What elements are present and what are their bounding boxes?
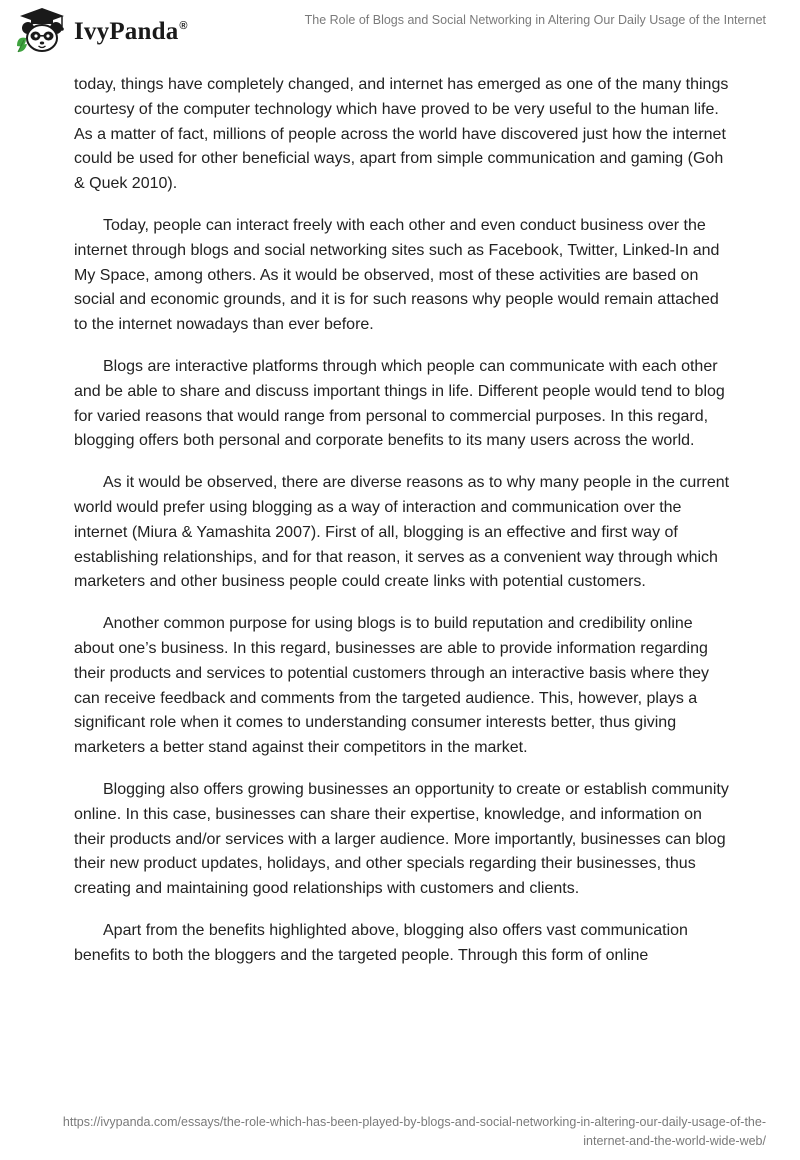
paragraph-1: today, things have completely changed, and internet has emerged as one of the many things courtesy of the computer technology which have proved to be very useful to the human life. As a matter of fact, millions of people across the world have discovered just how the internet could be used for other beneficial ways, apart from simple communication and gaming (Goh & Quek 2010).	[74, 76, 729, 193]
brand-name-text: IvyPanda	[74, 18, 179, 45]
paragraph-6: Blogging also offers growing businesses an opportunity to create or establish community online. In this case, businesses can share their expertise, knowledge, and information on their products and/or services with a larger audience. More importantly, businesses can blog their new product updates, holidays, and other specials regarding their businesses, thus creating and maintaining good relationships with customers and clients.	[74, 780, 729, 898]
page-header	[0, 0, 800, 64]
paragraph-2: Today, people can interact freely with each other and even conduct business over the internet through blogs and social networking sites such as Facebook, Twitter, Linked-In and My Space, among others. As it would be observed, most of these activities are based on social and economic grounds, and it is for such reasons why people would remain attached to the internet nowadays than ever before.	[74, 216, 720, 334]
paragraph-7: Apart from the benefits highlighted above, blogging also offers vast communication benefits to both the bloggers and the targeted people. Through this form of online	[74, 921, 688, 964]
document-title: The Role of Blogs and Social Networking in Altering Our Daily Usage of the Internet	[304, 13, 766, 27]
source-url-line-1: https://ivypanda.com/essays/the-role-which-has-been-played-by-blogs-and-social-networking-in-altering-our-daily-usage-of-the-	[62, 1115, 766, 1129]
source-url[interactable]	[46, 1113, 766, 1151]
brand-name	[74, 18, 188, 46]
registered-mark: ®	[179, 20, 188, 32]
source-url-line-2: internet-and-the-world-wide-web/	[583, 1134, 766, 1148]
ivypanda-logo[interactable]	[14, 6, 188, 56]
paragraph-5: Another common purpose for using blogs is to build reputation and credibility online about one’s business. In this regard, businesses are able to provide information regarding their products and services to potential customers through an interactive basis where they can receive feedback and comments from the targeted audience. This, however, plays a significant role when it comes to understanding consumer interests better, thus giving marketers a better stand against their competitors in the market.	[74, 615, 709, 757]
panda-graduate-icon	[14, 6, 70, 56]
essay-body	[74, 73, 734, 986]
paragraph-3: Blogs are interactive platforms through which people can communicate with each other and be able to share and discuss important things in life. Different people would tend to blog for varied reasons that would range from personal to commercial purposes. In this regard, blogging offers both personal and corporate benefits to its many users across the world.	[74, 357, 725, 450]
paragraph-4: As it would be observed, there are diverse reasons as to why many people in the current world would prefer using blogging as a way of interaction and communication over the internet (Miura & Yamashita 2007). First of all, blogging is an effective and first way of establishing relationships, and for that reason, it serves as a convenient way through which marketers and other business people could create links with potential customers.	[74, 474, 730, 591]
